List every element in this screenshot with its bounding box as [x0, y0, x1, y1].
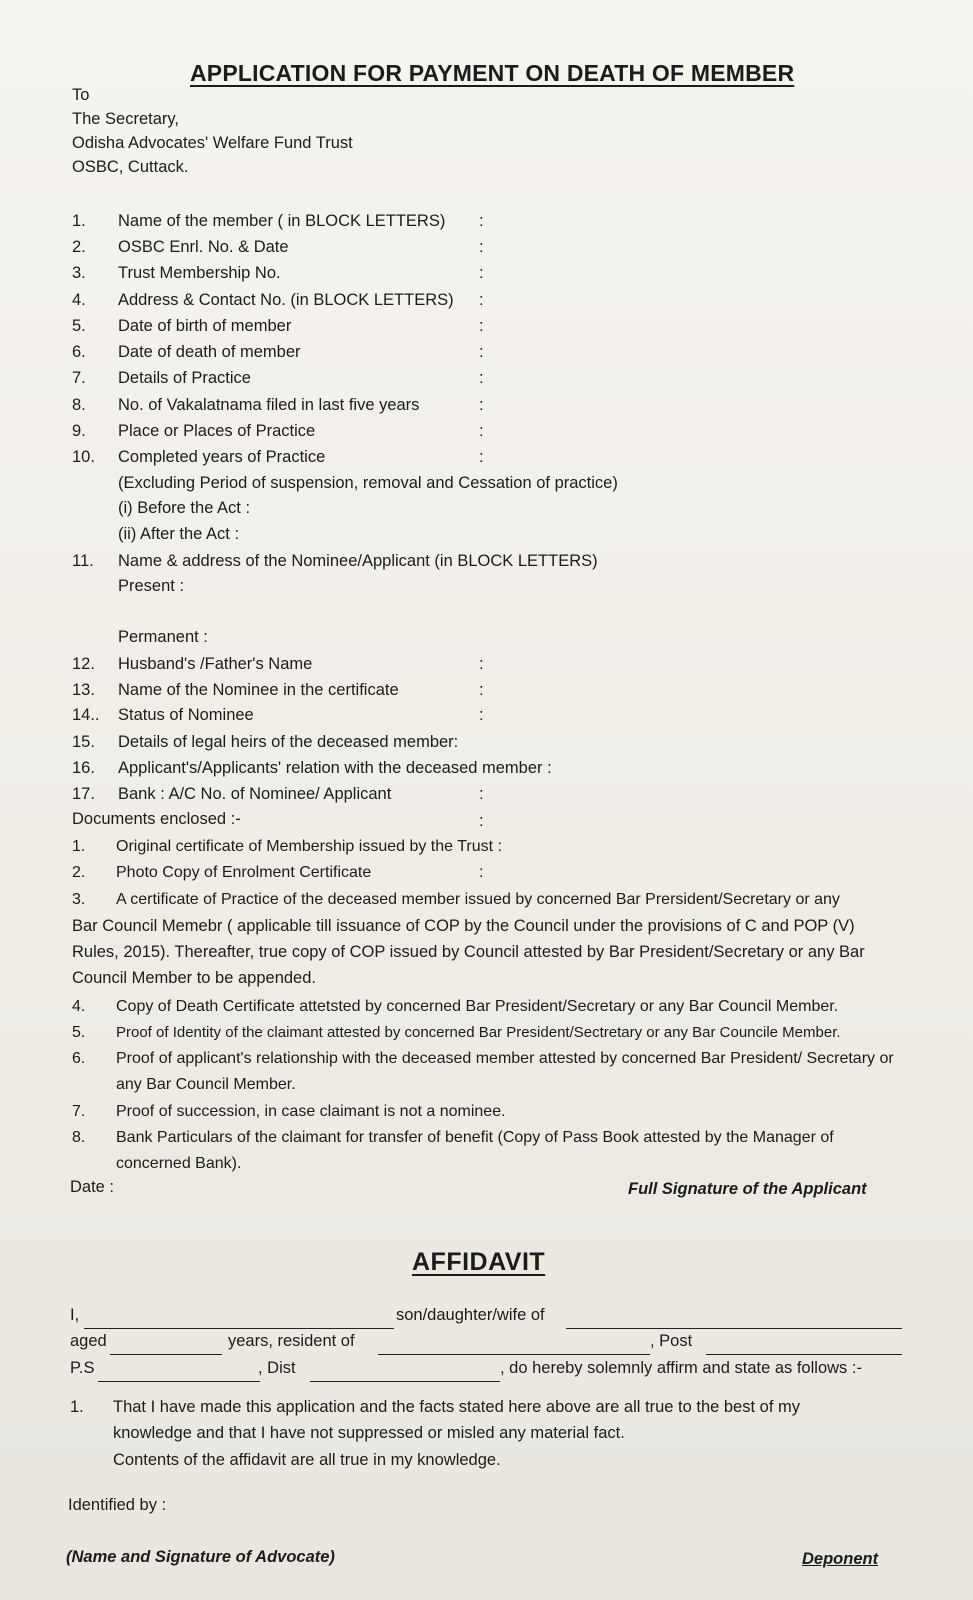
field-number: 7. [72, 369, 86, 387]
field-colon: : [479, 238, 484, 256]
field-number: 17. [72, 785, 95, 803]
document-text: Copy of Death Certificate attetsted by concerned Bar President/Secretary or any Bar Council Member. [116, 998, 839, 1015]
document-text: Proof of Identity of the claimant attested by concerned Bar President/Sectretary or any Bar Councile Member. [116, 1024, 841, 1041]
field-colon: : [479, 396, 484, 414]
recipient-line-2: Odisha Advocates' Welfare Fund Trust [72, 134, 353, 152]
document-text: Proof of applicant's relationship with the deceased member attested by concerned Bar President/ Secretary or any Bar Council Member. [116, 1050, 894, 1093]
field-number: 11. [72, 552, 94, 570]
field-colon: : [479, 681, 484, 699]
field-label: Details of Practice [118, 369, 251, 387]
post-blank-line [706, 1336, 902, 1355]
field-label: Husband's /Father's Name [118, 655, 313, 673]
document-text: Original certificate of Membership issued by the Trust : [116, 838, 502, 855]
field-number: 9. [72, 422, 86, 440]
aged-label: aged [70, 1332, 107, 1350]
field-row [0, 317, 973, 341]
document-text: Proof of succession, in case claimant is not a nominee. [116, 1103, 506, 1120]
document-number: 8. [72, 1129, 86, 1146]
document-text: Photo Copy of Enrolment Certificate [116, 864, 372, 881]
field-label: (i) Before the Act : [118, 499, 251, 517]
field-label: Permanent : [118, 628, 208, 646]
affidavit-point-number: 1. [70, 1398, 84, 1416]
field-row [0, 448, 973, 472]
relation-label: son/daughter/wife of [396, 1306, 545, 1324]
form-title: APPLICATION FOR PAYMENT ON DEATH OF MEMBER [190, 60, 795, 86]
deponent-label: Deponent [802, 1550, 879, 1568]
dist-blank-line [310, 1363, 500, 1382]
field-number: 16. [72, 759, 95, 777]
document-colon: : [479, 864, 484, 881]
field-number: 3. [72, 264, 86, 282]
applicant-signature-label: Full Signature of the Applicant [628, 1180, 867, 1198]
field-colon: : [479, 369, 484, 387]
to-label: To [72, 86, 90, 104]
field-row [0, 655, 973, 679]
field-number: 2. [72, 238, 86, 256]
document-number: 5. [72, 1024, 86, 1041]
ps-label: P.S [70, 1359, 95, 1377]
field-row [0, 733, 973, 757]
field-row [0, 525, 973, 549]
field-label: Name & address of the Nominee/Applicant (in BLOCK LETTERS) [118, 552, 598, 570]
field-label: Address & Contact No. (in BLOCK LETTERS) [118, 291, 454, 309]
advocate-signature-label: (Name and Signature of Advocate) [66, 1548, 335, 1566]
affidavit-point-line-1: That I have made this application and the facts stated here above are all true to the best of my [113, 1398, 800, 1416]
field-number: 14.. [72, 706, 100, 724]
field-row [0, 396, 973, 420]
field-label: Details of legal heirs of the deceased member: [118, 733, 459, 751]
recipient-line-1: The Secretary, [72, 110, 179, 128]
residence-blank-line [378, 1336, 650, 1355]
field-number: 6. [72, 343, 86, 361]
field-row [0, 264, 973, 288]
field-label: Bank : A/C No. of Nominee/ Applicant [118, 785, 392, 803]
field-row [0, 369, 973, 393]
name-blank-line [84, 1310, 394, 1329]
field-number: 8. [72, 396, 86, 414]
field-row [0, 212, 973, 236]
documents-heading: Documents enclosed :- [72, 810, 241, 828]
field-number: 15. [72, 733, 95, 751]
field-colon: : [479, 785, 484, 803]
document-number: 1. [72, 838, 86, 855]
field-row [0, 785, 973, 809]
affidavit-title: AFFIDAVIT [412, 1248, 546, 1276]
post-label: , Post [650, 1332, 693, 1350]
field-label: Applicant's/Applicants' relation with the deceased member : [118, 759, 552, 777]
document-number: 7. [72, 1103, 86, 1120]
field-label: Name of the member ( in BLOCK LETTERS) [118, 212, 446, 230]
field-colon: : [479, 343, 484, 361]
date-label: Date : [70, 1178, 115, 1196]
dist-label: , Dist [258, 1359, 296, 1377]
field-row [0, 706, 973, 730]
field-label: Place or Places of Practice [118, 422, 316, 440]
field-colon: : [479, 212, 484, 230]
field-label: Name of the Nominee in the certificate [118, 681, 399, 699]
ps-blank-line [98, 1363, 260, 1382]
field-label: (ii) After the Act : [118, 525, 240, 543]
document-number: 3. [72, 891, 86, 908]
field-colon: : [479, 422, 484, 440]
field-label: (Excluding Period of suspension, removal and Cessation of practice) [118, 474, 618, 492]
age-blank-line [110, 1336, 222, 1355]
field-colon: : [479, 655, 484, 673]
field-label: OSBC Enrl. No. & Date [118, 238, 289, 256]
document-number: 2. [72, 864, 86, 881]
document-number: 6. [72, 1050, 86, 1067]
field-colon: : [479, 448, 484, 466]
field-number: 1. [72, 212, 86, 230]
field-colon: : [479, 291, 484, 309]
documents-heading-colon: : [479, 812, 484, 830]
field-row [0, 291, 973, 315]
field-label: No. of Vakalatnama filed in last five years [118, 396, 420, 414]
document-text: A certificate of Practice of the deceased member issued by concerned Bar Prersident/Secretary or any [116, 891, 840, 908]
field-colon: : [479, 317, 484, 335]
field-label: Date of death of member [118, 343, 301, 361]
field-row [0, 343, 973, 367]
identified-by-label: Identified by : [68, 1496, 167, 1514]
parent-name-blank-line [566, 1310, 902, 1329]
field-number: 13. [72, 681, 95, 699]
field-number: 5. [72, 317, 86, 335]
field-label: Status of Nominee [118, 706, 254, 724]
affidavit-point-line-3: Contents of the affidavit are all true in my knowledge. [113, 1451, 501, 1469]
field-label: Date of birth of member [118, 317, 292, 335]
affirm-statement: , do hereby solemnly affirm and state as follows :- [500, 1359, 862, 1377]
affidavit-i-label: I, [70, 1306, 80, 1324]
field-label: Trust Membership No. [118, 264, 281, 282]
field-row [0, 422, 973, 446]
document-continuation: Bar Council Memebr ( applicable till issuance of COP by the Council under the provisions of C and POP (V) Rules, 2015). Thereafter, true copy of COP issued by Council attested by Bar President/Secretary or any Bar Council Member to be appended. [72, 917, 865, 987]
document-text: Bank Particulars of the claimant for transfer of benefit (Copy of Pass Book attested by the Manager of concerned Bank). [116, 1129, 834, 1172]
field-colon: : [479, 264, 484, 282]
field-row [0, 499, 973, 523]
field-label: Completed years of Practice [118, 448, 326, 466]
field-colon: : [479, 706, 484, 724]
field-row [0, 759, 973, 783]
field-row [0, 577, 973, 601]
field-label: Present : [118, 577, 185, 595]
field-number: 4. [72, 291, 86, 309]
field-row [0, 628, 973, 652]
affidavit-point-line-2: knowledge and that I have not suppressed or misled any material fact. [113, 1424, 625, 1442]
field-row [0, 238, 973, 262]
field-row [0, 474, 973, 498]
field-row [0, 681, 973, 705]
recipient-line-3: OSBC, Cuttack. [72, 158, 189, 176]
field-number: 10. [72, 448, 95, 466]
resident-label: years, resident of [228, 1332, 355, 1350]
field-row [0, 552, 973, 576]
document-number: 4. [72, 998, 86, 1015]
field-number: 12. [72, 655, 95, 673]
